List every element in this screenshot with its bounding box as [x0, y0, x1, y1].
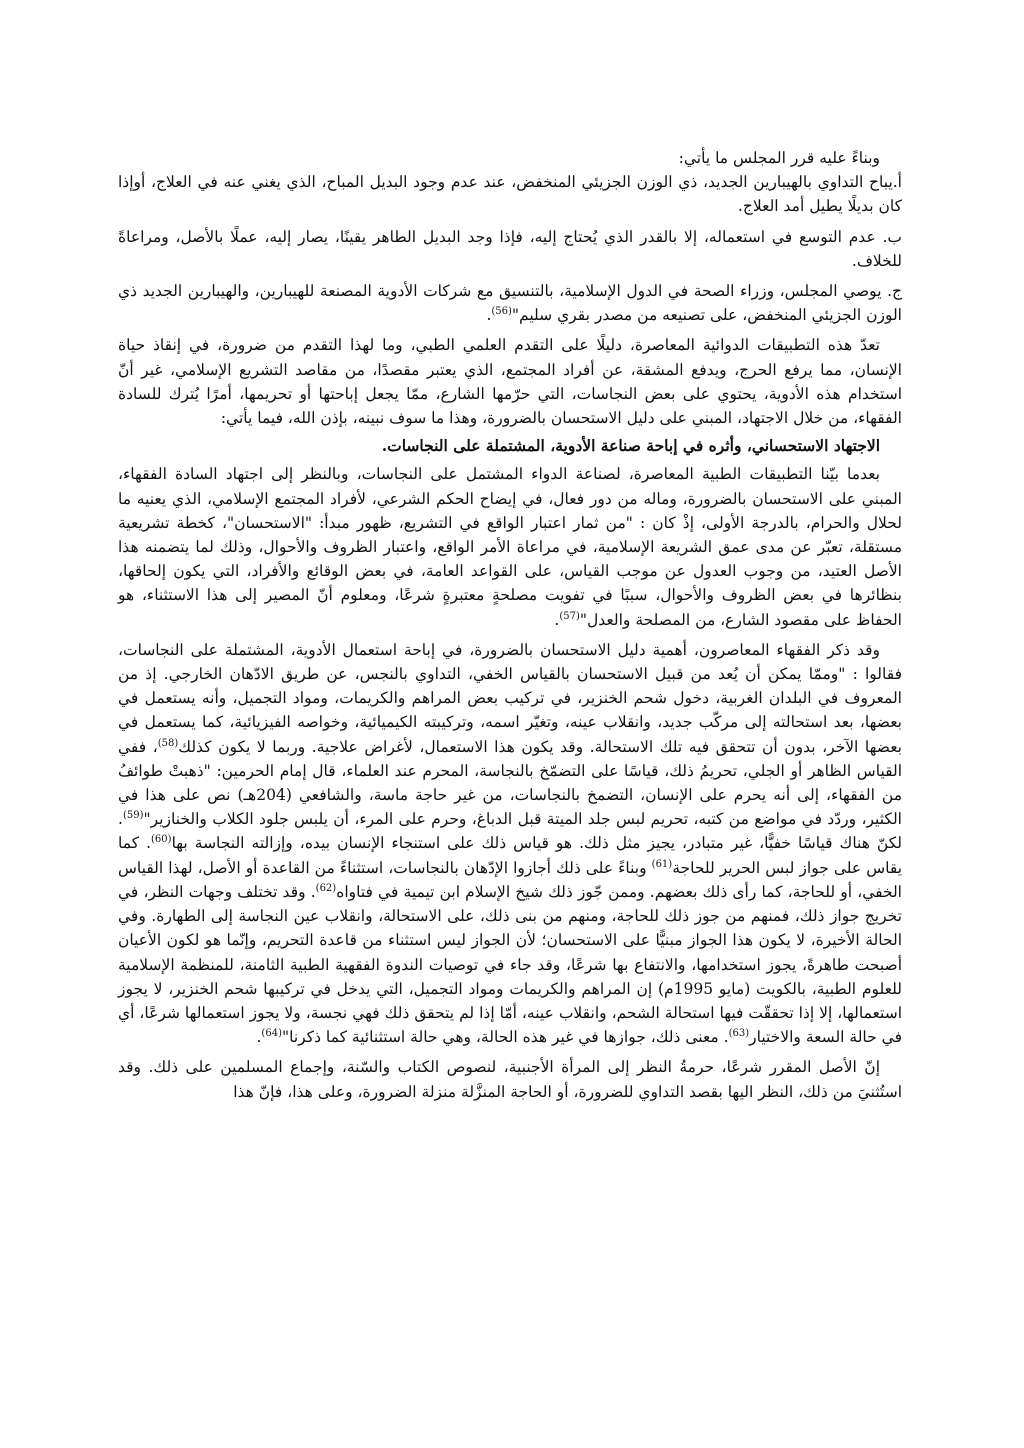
footnote-ref: (60) — [151, 834, 172, 846]
paragraph-7: وقد ذكر الفقهاء المعاصرون، أهمية دليل الاستحسان بالضرورة، في إباحة استعمال الأدوية، المشتملة على النجاسات، فقالوا : "وممّا يمكن أن يُعد من قبيل الاستحسان بالقياس الخفي، التداوي بالنجس، عن طريق الادّهان الخارجي. إذ من المعروف في البلدان الغربية، دخول شحم الخنزير، في تركيب بعض المراهم والكريمات، ومواد التجميل، وأنه يستعمل في بعضها، بعد استحالته إلى مركّب جديد، وانقلاب عينه، وتغيّر اسمه، وتركيبته الكيميائية، وخواصه الفيزيائية، كما يستعمل في بعضها الآخر، بدون أن تتحقق فيه تلك الاستحالة. وقد يكون هذا الاستعمال، لأغراض علاجية. وربما لا يكون كذلك$^{(58)}$، ففي القياس الظاهر أو الجلي، تحريمُ ذلك، قياسًا على التضمّخ بالنجاسة، المحرم عند العلماء، قال إمام الحرمين: "ذهبتْ طوائفُ من الفقهاء، إلى أنه يحرم على الإنسان، التضمخ بالنجاسات، من غير حاجة ماسة، والشافعي (204هـ) نص على هذا في الكثير، وردّد في مواضع من كتبه، تحريم لبس جلد الميتة قبل الدباغ، وحرم على المرء، أن يلبس جلود الكلاب والخنازير"$^{(59)}$. لكنّ هناك قياسًا خفيًّا، غير متبادر، يجيز مثل ذلك. هو قياس ذلك على استنجاء الإنسان بيده، وإزالته النجاسة بها$^{(60)}$. كما يقاس على جواز لبس الحرير للحاجة$^{(61)}$ وبناءً على ذلك أجازوا الإدّهان بالنجاسات، استثناءً من القاعدة أو الأصل، لهذا القياس الخفي، أو للحاجة، كما رأى ذلك بعضهم. وممن جّوز ذلك شيخ الإسلام ابن تيمية في فتاواه$^{(62)}$. وقد تختلف وجهات النظر، في تخريج جواز ذلك، فمنهم من جوز ذلك للحاجة، ومنهم من بنى ذلك، على الاستحالة، وانقلاب عين النجاسة إلى الطهارة. وفي الحالة الأخيرة، لا يكون هذا الجواز مبنيًّا على الاستحسان؛ لأن الجواز ليس استثناء من قاعدة التحريم، وإنّما هو لكون الأعيان أصبحت طاهرةً، يجوز استخدامها، والانتفاع بها شرعًا، وقد جاء في توصيات الندوة الفقهية الطبية الثامنة، للمنظمة الإسلامية للعلوم الطبية، بالكويت (مايو 1995م) إن المراهم والكريمات ومواد التجميل، التي يدخل في تركيبها شحم الخنزير، لا يجوز استعمالها، إلا إذا تحققّت فيها استحالة الشحم، وانقلاب عينه، أمّا إذا لم يتحقق ذلك فهي نجسة، ولا يجوز استعمالها شرعًا، أي في حالة السعة والاختيار$^{(63)}$. معنى ذلك، جوازها في غير هذه الحالة، وهي حالة استثنائية كما ذكرنا"$^{(64)}$. — [118, 640, 903, 1047]
footnote-ref: (64) — [261, 1027, 282, 1039]
document-body — [118, 146, 902, 1104]
paragraph-8: إنّ الأصل المقرر شرعًا، حرمةُ النظر إلى المرأة الأجنبية، لنصوص الكتاب والسّنة، وإجماع المسلمين على ذلك. وقد استُثنيَ من ذلك، النظر اليها بقصد التداوي للضرورة، أو الحاجة المنزَّلة منزلة الضرورة، وعلى هذا، فإنّ هذا — [118, 1058, 902, 1101]
footnote-ref: (63) — [728, 1027, 750, 1039]
footnote-ref: (62) — [315, 882, 337, 894]
footnote-ref: (59) — [122, 810, 144, 822]
paragraph-4: ج. يوصي المجلس، وزراء الصحة في الدول الإسلامية، بالتنسيق مع شركات الأدوية المصنعة للهيبارين، والهيبارين الجديد ذي الوزن الجزيئي المنخفض، على تصنيعه من مصدر بقري سليم"$^{(56)}$. — [118, 282, 902, 325]
paragraph-1: وبناءً عليه قرر المجلس ما يأتي: — [678, 149, 880, 167]
section-heading: الاجتهاد الاستحساني، وأثره في إباحة صناعة الأدوية، المشتملة على النجاسات. — [381, 436, 880, 456]
footnote-ref: (57) — [559, 610, 580, 622]
paragraph-3: ب. عدم التوسع في استعماله، إلا بالقدر الذي يُحتاج إليه، فإذا وجد البديل الطاهر يقينًا، يصار إليه، عملًا بالأصل، ومراعاةً للخلاف. — [118, 227, 902, 270]
paragraph-6: بعدما بيّنا التطبيقات الطبية المعاصرة، لصناعة الدواء المشتمل على النجاسات، وبالنظر إلى اجتهاد السادة الفقهاء، المبني على الاستحسان بالضرورة، وماله من دور فعال، في إيضاح الحكم الشرعي، لأفراد المجتمع الإسلامي، الذي يعنيه ما لحلال والحرام، بالدرجة الأولى، إذْ كان : "من ثمار اعتبار الواقع في التشريع، ظهور مبدأ: "الاستحسان"، كخطة تشريعية مستقلة، تعبّر عن مدى عمق الشريعة الإسلامية، في مراعاة الأمر الواقع، واعتبار الظروف والأحوال، وذلك لما يتضمنه هذا الأصل العتيد، من وجوب العدول عن موجب القياس، على القواعد العامة، في بعض الوقائع والأفراد، التي يكون إلحاقها، بنظائرها في بعض الظروف والأحوال، سببًا في تفويت مصلحةٍ معتبرةٍ شرعًا، ومعلوم أنّ المصير إلى هذا الاستثناء، هو الحفاظ على مقصود الشارع، من المصلحة والعدل"$^{(57)}$. — [118, 465, 902, 629]
paragraph-5: تعدّ هذه التطبيقات الدوائية المعاصرة، دليلًا على التقدم العلمي الطبي، وما لهذا التقدم من ضرورة، في إنقاذ حياة الإنسان، مما يرفع الحرج، ويدفع المشقة، عن أفراد المجتمع، الذي يعتبر مقصدًا، من مقاصد التشريع الإسلامي، غير أنّ استخدام هذه الأدوية، يحتوي على بعض النجاسات، التي حرّمها الشارع، ممّا يجعل إباحتها أو تحريمها، أمرًا يُترك للسادة الفقهاء، من خلال الاجتهاد، المبني على دليل الاستحسان بالضرورة، وهذا ما سوف نبينه، بإذن الله، فيما يأتي: — [118, 336, 902, 428]
footnote-ref: (56) — [491, 306, 512, 318]
footnote-ref: (61) — [651, 858, 673, 870]
footnote-ref: (58) — [157, 737, 179, 749]
paragraph-2: أ.يباح التداوي بالهيبارين الجديد، ذي الوزن الجزيئي المنخفض، عند عدم وجود البديل المباح، الذي يغني عنه في العلاج، أوإذا كان بديلًا يطيل أمد العلاج. — [118, 173, 902, 216]
